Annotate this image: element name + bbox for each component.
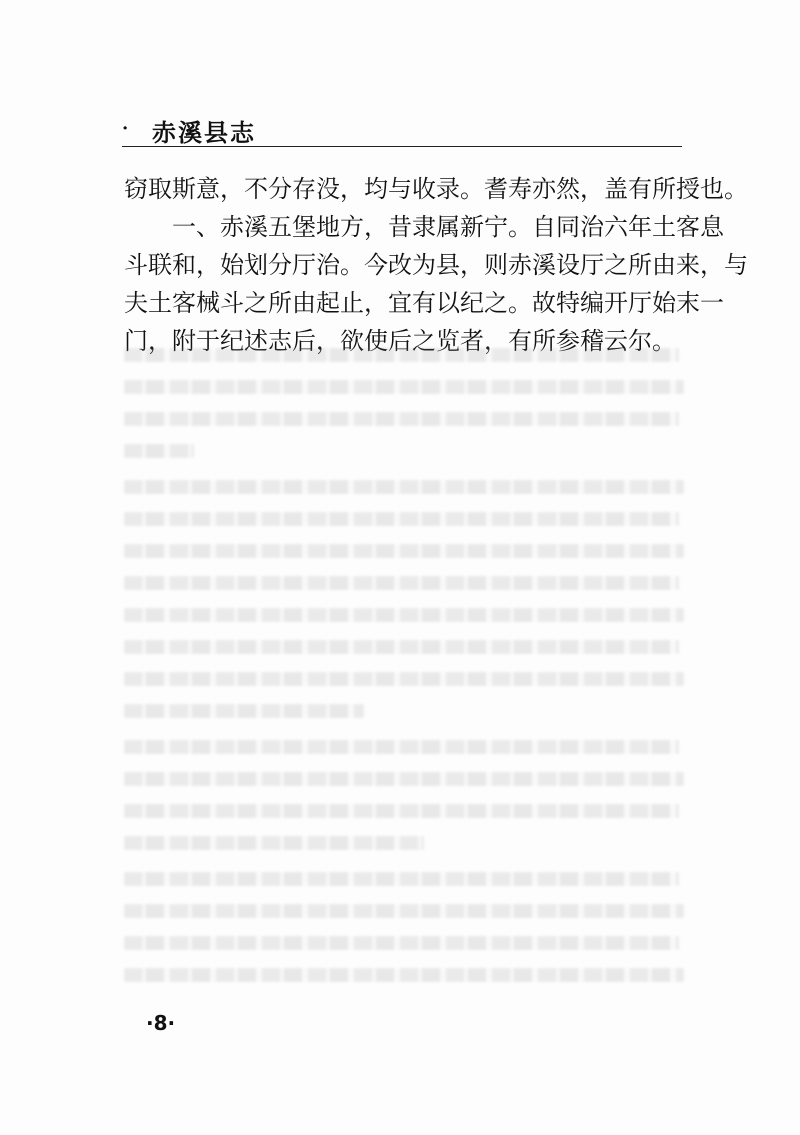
book-title: 赤溪县志 — [152, 119, 256, 147]
faint-line — [124, 740, 679, 754]
text-line: 夫土客械斗之所由起止，宜有以纪之。故特编开厅始末一 — [124, 289, 724, 317]
running-header — [122, 110, 682, 147]
faint-line — [124, 544, 684, 558]
text-line: 窃取斯意，不分存没，均与收录。耆寿亦然，盖有所授也。 — [124, 175, 748, 203]
text-line: 门，附于纪述志后，欲使后之览者，有所参稽云尔。 — [124, 327, 676, 355]
faint-line — [124, 936, 679, 950]
faint-line — [124, 672, 684, 686]
faint-line — [124, 904, 684, 918]
page-number: ·8· — [146, 1011, 176, 1035]
text-line: 斗联和，始划分厅治。今改为县，则赤溪设厅之所由来，与 — [124, 251, 748, 279]
body-text — [124, 170, 748, 360]
faint-line — [124, 512, 679, 526]
text-line: 一、赤溪五堡地方，昔隶属新宁。自同治六年土客息 — [172, 213, 724, 241]
faint-line — [124, 640, 679, 654]
faint-line — [124, 704, 364, 718]
faint-line — [124, 772, 684, 786]
faint-line — [124, 444, 194, 458]
faint-line — [124, 608, 684, 622]
faint-line — [124, 380, 684, 394]
faint-line — [124, 412, 679, 426]
faint-line — [124, 480, 684, 494]
faint-line — [124, 872, 679, 886]
faint-line — [124, 804, 679, 818]
header-bullet: · — [122, 118, 129, 139]
faint-line — [124, 576, 679, 590]
faint-line — [124, 348, 679, 362]
faint-line — [124, 836, 424, 850]
show-through-text — [124, 340, 694, 1000]
faint-line — [124, 968, 684, 982]
